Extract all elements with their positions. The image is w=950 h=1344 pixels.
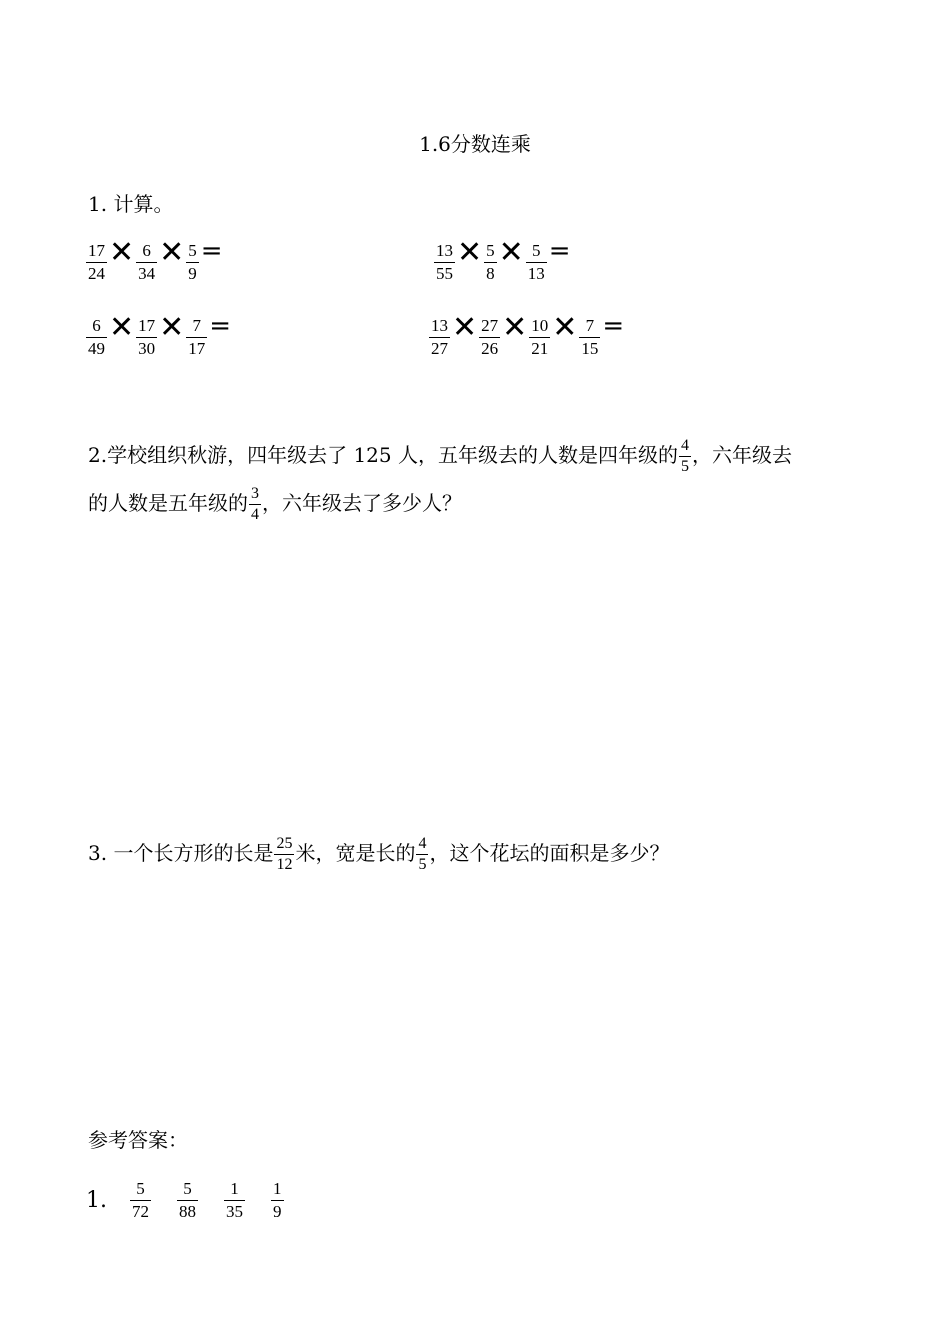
- fraction-numerator: 10: [531, 316, 549, 335]
- equals-sign: =: [200, 236, 223, 266]
- fraction: [484, 240, 497, 285]
- fraction: [86, 240, 107, 285]
- fraction-three-quarters: [249, 484, 261, 525]
- fraction-denominator: 4: [251, 506, 259, 523]
- multiply-sign: ✕: [498, 235, 524, 270]
- fraction-numerator: 7: [192, 316, 202, 335]
- equals-sign: =: [548, 236, 571, 266]
- question-1-label: 1. 计算。: [88, 192, 174, 216]
- fraction-denominator: 21: [531, 339, 549, 358]
- multiply-sign: ✕: [159, 235, 185, 270]
- fraction: [434, 240, 455, 285]
- fraction: [86, 315, 107, 360]
- fraction-denominator: 5: [680, 458, 689, 475]
- fraction-numerator: 1: [230, 1179, 239, 1198]
- answer-fraction: [177, 1178, 198, 1223]
- answer-fraction: [130, 1178, 151, 1223]
- fraction-denominator: 35: [226, 1202, 243, 1221]
- multiply-sign: ✕: [109, 235, 135, 270]
- fraction-length: [274, 834, 294, 875]
- fraction-numerator: 5: [188, 241, 197, 260]
- question-2-line-2: [88, 484, 462, 525]
- question-2-line-1: [88, 436, 792, 477]
- fraction-denominator: 72: [132, 1202, 149, 1221]
- multiply-sign: ✕: [502, 310, 528, 345]
- equals-sign: =: [209, 311, 232, 341]
- answer-label: 1.: [86, 1188, 107, 1213]
- fraction: [526, 240, 547, 285]
- fraction-denominator: 55: [436, 264, 453, 283]
- question-2-text-1: 2.学校组织秋游，四年级去了 125 人，五年级去的人数是四年级的: [88, 443, 678, 467]
- fraction-numerator: 5: [183, 1179, 192, 1198]
- fraction-numerator: 5: [486, 241, 495, 260]
- fraction-denominator: 15: [581, 339, 599, 358]
- fraction-numerator: 7: [585, 316, 595, 335]
- answer-fraction: [271, 1178, 284, 1223]
- multiply-sign: ✕: [452, 310, 478, 345]
- fraction-numerator: 5: [532, 241, 541, 260]
- fraction: [186, 315, 207, 360]
- fraction-four-fifths: [679, 436, 691, 477]
- fraction: [529, 315, 550, 360]
- fraction: [136, 240, 157, 285]
- fraction-denominator: 12: [276, 856, 293, 873]
- multiply-sign: ✕: [159, 310, 185, 345]
- expression-4: [429, 310, 625, 360]
- fraction: [429, 315, 450, 360]
- question-2-tail-1: ，六年级去: [691, 443, 792, 467]
- fraction-denominator: 5: [418, 856, 427, 873]
- fraction: [579, 315, 600, 360]
- fraction-numerator: 27: [481, 316, 499, 335]
- page-title: 1.6分数连乘: [419, 132, 531, 156]
- fraction-numerator: 17: [88, 241, 105, 260]
- answers-row: [86, 1178, 310, 1223]
- expression-3: [86, 310, 232, 360]
- fraction-denominator: 88: [179, 1202, 196, 1221]
- fraction-denominator: 17: [188, 339, 206, 358]
- fraction-denominator: 9: [273, 1202, 282, 1221]
- fraction-denominator: 26: [481, 339, 499, 358]
- answers-heading: 参考答案：: [88, 1128, 188, 1152]
- question-2-text-2: 的人数是五年级的: [88, 491, 248, 515]
- fraction-numerator: 6: [92, 316, 101, 335]
- fraction-denominator: 27: [431, 339, 448, 358]
- fraction-numerator: 5: [136, 1179, 145, 1198]
- fraction: [479, 315, 500, 360]
- fraction-denominator: 30: [138, 339, 156, 358]
- equals-sign: =: [602, 311, 625, 341]
- expression-1: [86, 235, 223, 285]
- question-2-tail-2: ，六年级去了多少人？: [262, 491, 462, 515]
- multiply-sign: ✕: [552, 310, 578, 345]
- fraction-width-ratio: [416, 834, 428, 875]
- multiply-sign: ✕: [109, 310, 135, 345]
- fraction-numerator: 25: [276, 835, 293, 852]
- fraction-numerator: 13: [431, 316, 448, 335]
- expression-2: [434, 235, 571, 285]
- fraction-denominator: 34: [138, 264, 156, 283]
- fraction-denominator: 24: [88, 264, 105, 283]
- fraction-numerator: 13: [436, 241, 453, 260]
- multiply-sign: ✕: [457, 235, 483, 270]
- fraction-numerator: 4: [680, 437, 689, 454]
- answer-fraction: [224, 1178, 245, 1223]
- fraction-denominator: 8: [486, 264, 495, 283]
- fraction: [186, 240, 199, 285]
- fraction: [136, 315, 157, 360]
- question-3-text-a: 3. 一个长方形的长是: [88, 841, 274, 865]
- fraction-numerator: 17: [138, 316, 156, 335]
- fraction-numerator: 6: [142, 241, 151, 260]
- fraction-denominator: 13: [527, 264, 545, 283]
- question-3: [88, 834, 669, 875]
- fraction-numerator: 4: [418, 835, 427, 852]
- question-3-text-b: 米，宽是长的: [295, 841, 416, 865]
- fraction-denominator: 49: [88, 339, 105, 358]
- fraction-denominator: 9: [188, 264, 197, 283]
- question-3-text-c: ，这个花坛的面积是多少？: [429, 841, 670, 865]
- fraction-numerator: 3: [251, 485, 259, 502]
- fraction-numerator: 1: [273, 1179, 282, 1198]
